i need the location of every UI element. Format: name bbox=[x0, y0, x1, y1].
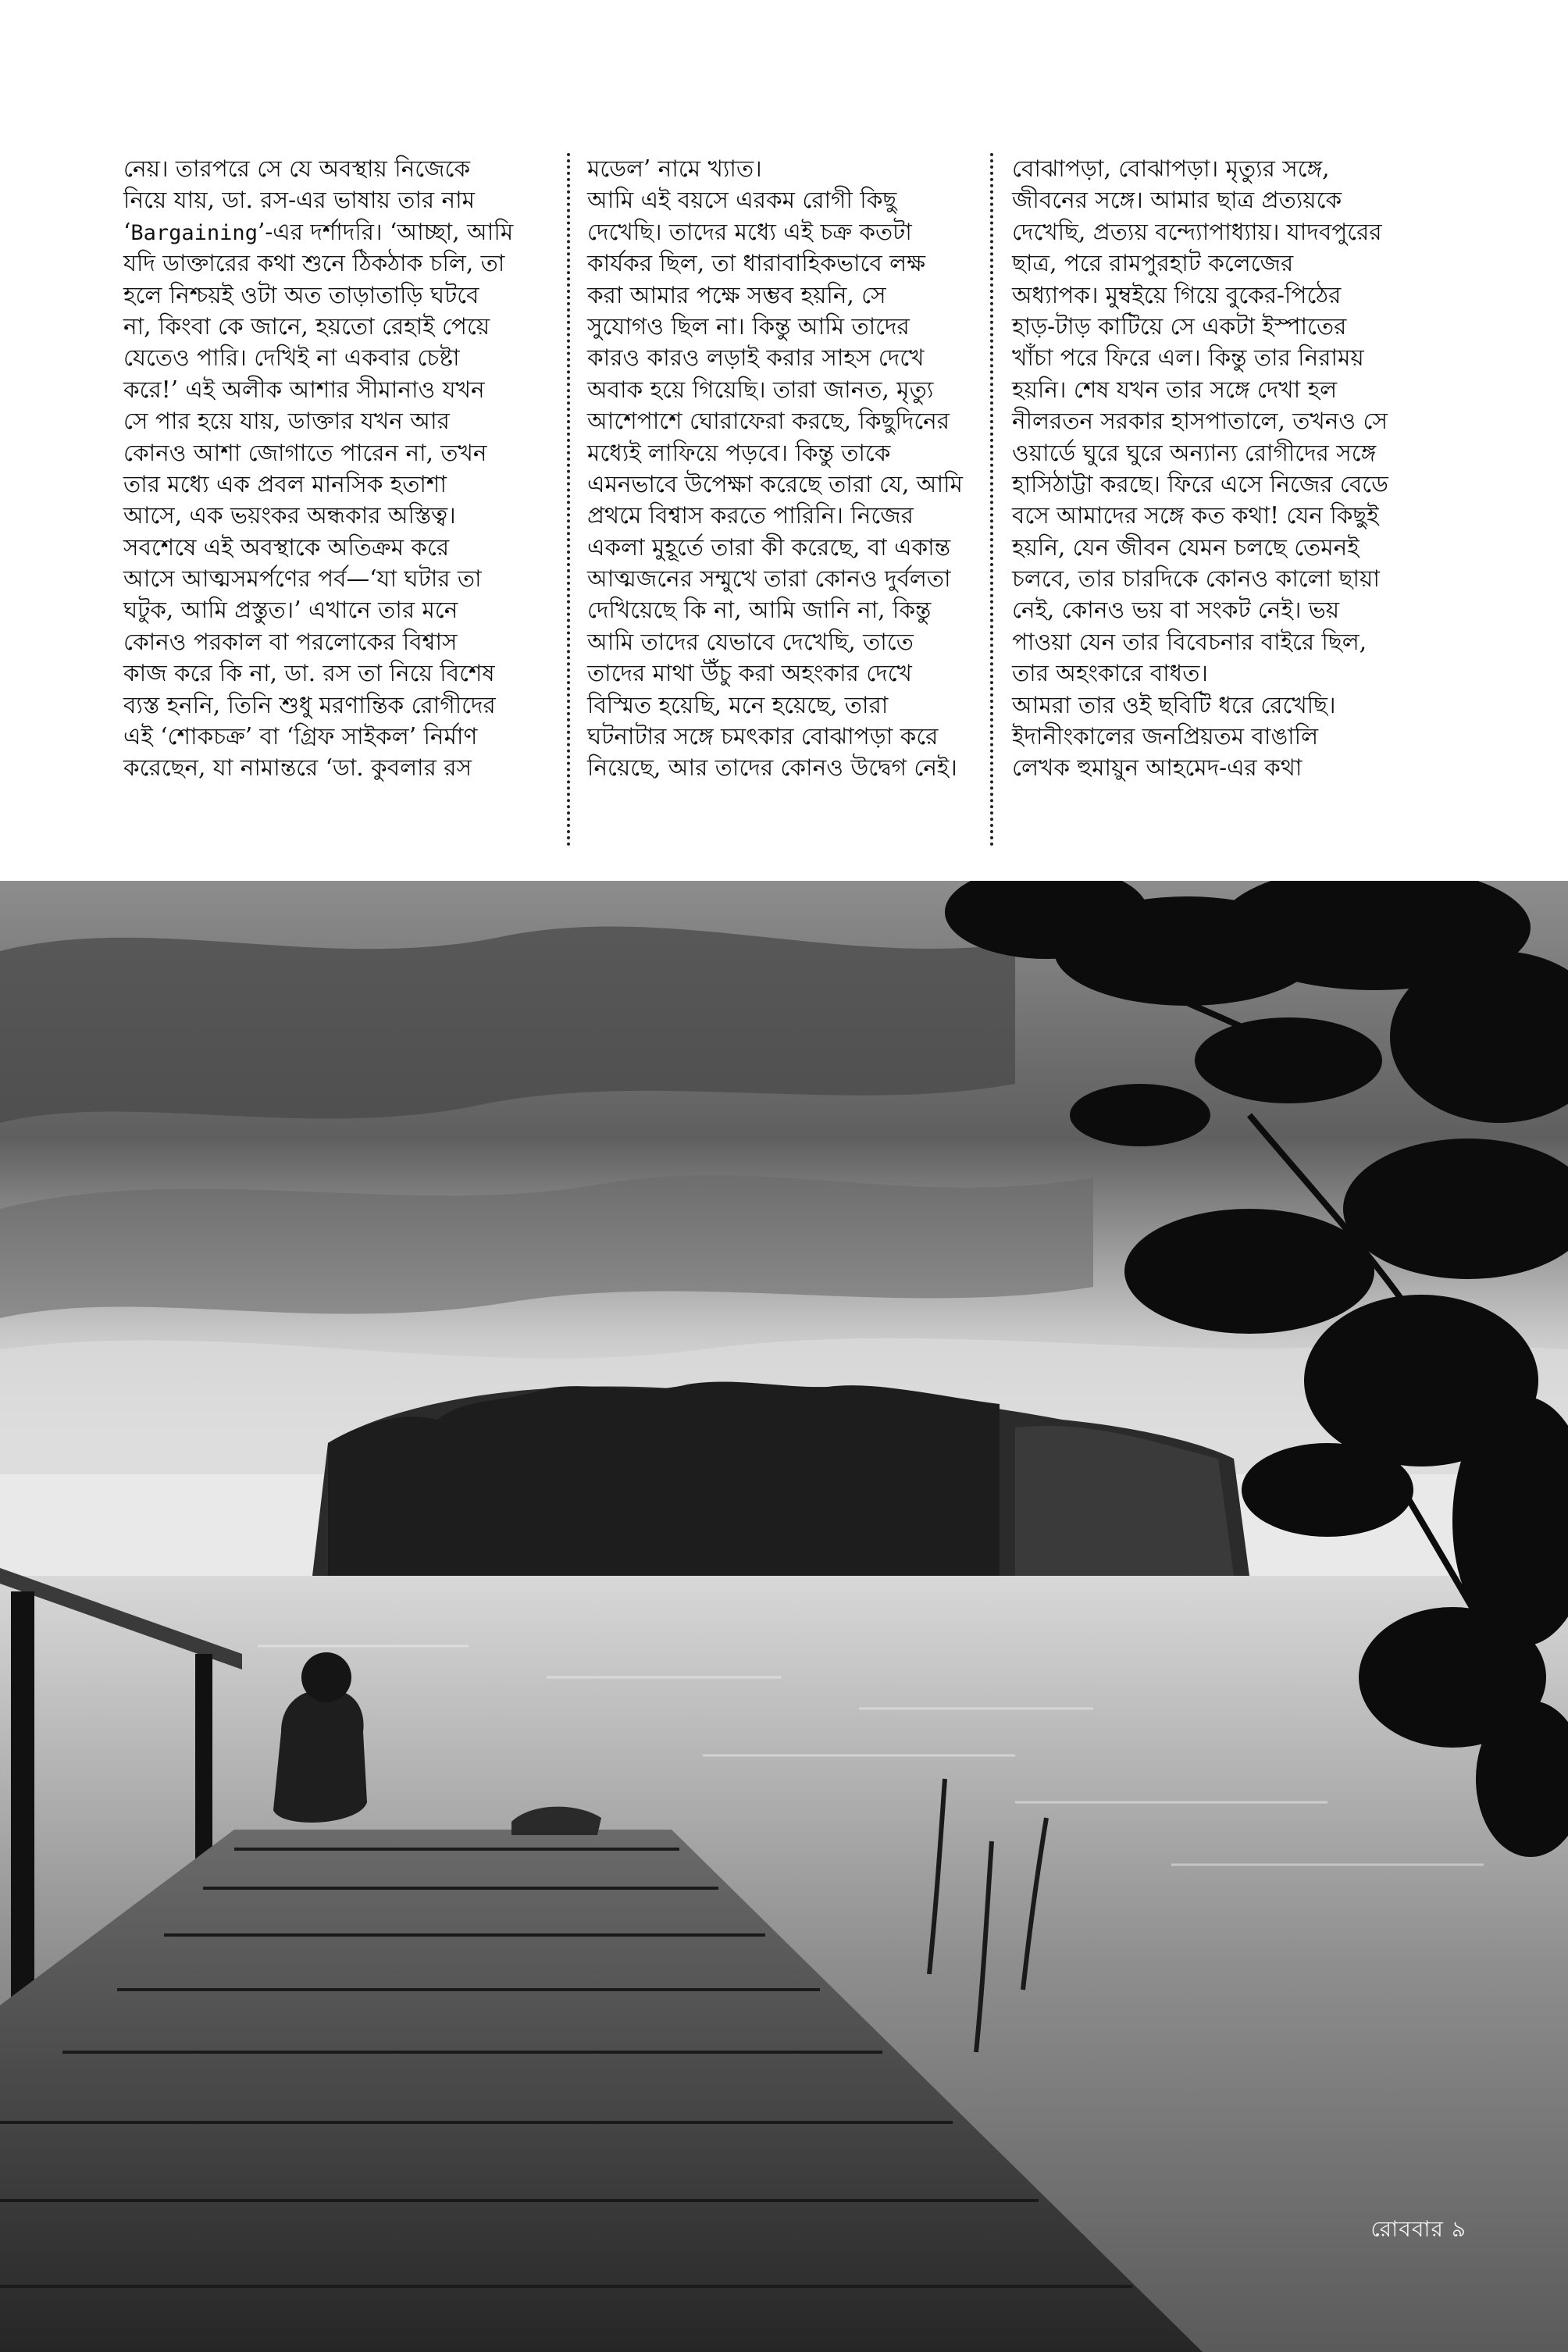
text-line: কাজ করে কি না, ডা. রস তা নিয়ে বিশেষ bbox=[123, 660, 495, 687]
text-line: দেখেছি, প্রত্যয় বন্দ্যোপাধ্যায়। যাদবপুরের bbox=[1012, 218, 1382, 245]
text-line: হয়নি, যেন জীবন যেমন চলছে তেমনই bbox=[1012, 533, 1360, 561]
text-line: সে পার হয়ে যায়, ডাক্তার যখন আর bbox=[123, 408, 450, 435]
text-line: এমনভাবে উপেক্ষা করেছে তারা যে, আমি bbox=[587, 470, 963, 497]
text-line: লেখক হুমায়ুন আহমেদ-এর কথা bbox=[1012, 754, 1303, 782]
text-line: ব্যস্ত হননি, তিনি শুধু মরণান্তিক রোগীদের bbox=[123, 691, 496, 718]
latin-term: Bargaining bbox=[130, 220, 258, 245]
text-line: ঘটুক, আমি প্রস্তুত।’ এখানে তার মনে bbox=[123, 597, 458, 624]
text-line: বোঝাপড়া, বোঝাপড়া। মৃত্যুর সঙ্গে, bbox=[1012, 155, 1330, 182]
text-line: কারও কারও লড়াই করার সাহস দেখে bbox=[587, 344, 925, 372]
text-line: হাসিঠাট্টা করছে। ফিরে এসে নিজের বেডে bbox=[1012, 470, 1388, 497]
text-line: করা আমার পক্ষে সম্ভব হয়নি, সে bbox=[587, 281, 886, 308]
text-line: না, কিংবা কে জানে, হয়তো রেহাই পেয়ে bbox=[123, 312, 490, 340]
text-line: প্রথমে বিশ্বাস করতে পারিনি। নিজের bbox=[587, 502, 914, 529]
text-line: ছাত্র, পরে রামপুরহাট কলেজের bbox=[1012, 250, 1294, 277]
text-line: ঘটনাটার সঙ্গে চমৎকার বোঝাপড়া করে bbox=[587, 723, 939, 750]
text-line: তার অহংকারে বাধত। bbox=[1012, 660, 1208, 687]
text-line: হাড়-টাড় কাটিয়ে সে একটা ইস্পাতের bbox=[1012, 312, 1347, 340]
text-line: কার্যকর ছিল, তা ধারাবাহিকভাবে লক্ষ bbox=[587, 250, 926, 277]
text-line: আত্মজনের সম্মুখে তারা কোনও দুর্বলতা bbox=[587, 565, 951, 593]
text-line: বিস্মিত হয়েছি, মনে হয়েছে, তারা bbox=[587, 691, 889, 718]
text-line: বসে আমাদের সঙ্গে কত কথা! যেন কিছুই bbox=[1012, 502, 1379, 529]
article-column-3 bbox=[1012, 153, 1418, 784]
text-line: জীবনের সঙ্গে। আমার ছাত্র প্রত্যয়কে bbox=[1012, 187, 1342, 214]
text-line: নিয়েছে, আর তাদের কোনও উদ্বেগ নেই। bbox=[587, 754, 957, 782]
text-segment: ’-এর দর্শাদরি। ‘আচ্ছা, আমি bbox=[257, 218, 514, 245]
text-line: চলবে, তার চারদিকে কোনও কালো ছায়া bbox=[1012, 565, 1380, 593]
text-line: মধ্যেই লাফিয়ে পড়বে। কিন্তু তাকে bbox=[587, 439, 891, 466]
text-line: করেছেন, যা নামান্তরে ‘ডা. কুবলার রস bbox=[123, 754, 472, 782]
text-line: খাঁচা পরে ফিরে এল। কিন্তু তার নিরাময় bbox=[1012, 344, 1364, 372]
text-line: মডেল’ নামে খ্যাত। bbox=[587, 155, 762, 182]
text-line: নেই, কোনও ভয় বা সংকট নেই। ভয় bbox=[1012, 597, 1340, 624]
article-column-2 bbox=[587, 153, 993, 784]
text-line: যদি ডাক্তারের কথা শুনে ঠিকঠাক চলি, তা bbox=[123, 250, 505, 277]
text-line: নীলরতন সরকার হাসপাতালে, তখনও সে bbox=[1012, 408, 1388, 435]
text-line: কোনও আশা জোগাতে পারেন না, তখন bbox=[123, 439, 487, 466]
text-line: হলে নিশ্চয়ই ওটা অত তাড়াতাড়ি ঘটবে bbox=[123, 281, 479, 308]
text-line: হয়নি। শেষ যখন তার সঙ্গে দেখা হল bbox=[1012, 376, 1338, 403]
page-folio: রোববার ৯ bbox=[1370, 2216, 1466, 2242]
text-line: আশেপাশে ঘোরাফেরা করছে, কিছুদিনের bbox=[587, 408, 950, 435]
text-line: তাদের মাথা উঁচু করা অহংকার দেখে bbox=[587, 660, 912, 687]
text-line: তার মধ্যে এক প্রবল মানসিক হতাশা bbox=[123, 470, 447, 497]
text-line: করে!’ এই অলীক আশার সীমানাও যখন bbox=[123, 376, 485, 403]
text-line: আমরা তার ওই ছবিটি ধরে রেখেছি। bbox=[1012, 691, 1336, 718]
text-line: ওয়ার্ডে ঘুরে ঘুরে অন্যান্য রোগীদের সঙ্গে bbox=[1012, 439, 1377, 466]
text-line: দেখিয়েছে কি না, আমি জানি না, কিন্তু bbox=[587, 597, 932, 624]
text-line: আমি এই বয়সে এরকম রোগী কিছু bbox=[587, 187, 897, 214]
text-line: দেখেছি। তাদের মধ্যে এই চক্র কতটা bbox=[587, 218, 912, 245]
text-line: সবশেষে এই অবস্থাকে অতিক্রম করে bbox=[123, 533, 450, 561]
column-rule-1 bbox=[567, 153, 570, 846]
text-line: একলা মুহূর্তে তারা কী করেছে, বা একান্ত bbox=[587, 533, 951, 561]
text-line: সুযোগও ছিল না। কিন্তু আমি তাদের bbox=[587, 312, 910, 340]
text-line: অবাক হয়ে গিয়েছি। তারা জানত, মৃত্যু bbox=[587, 376, 934, 403]
article-column-1 bbox=[123, 153, 529, 784]
text-line: নেয়। তারপরে সে যে অবস্থায় নিজেকে bbox=[123, 155, 471, 182]
lake-jetty-photo bbox=[0, 881, 1568, 2352]
text-line: অধ্যাপক। মুম্বইয়ে গিয়ে বুকের-পিঠের bbox=[1012, 281, 1342, 308]
text-line: আসে আত্মসমর্পণের পর্ব—‘যা ঘটার তা bbox=[123, 565, 482, 593]
text-line: আমি তাদের যেভাবে দেখেছি, তাতে bbox=[587, 628, 914, 655]
text-line: যেতেও পারি। দেখিই না একবার চেষ্টা bbox=[123, 344, 460, 372]
text-line: নিয়ে যায়, ডা. রস-এর ভাষায় তার নাম bbox=[123, 187, 476, 214]
text-line: আসে, এক ভয়ংকর অন্ধকার অস্তিত্ব। bbox=[123, 502, 456, 529]
text-line: পাওয়া যেন তার বিবেচনার বাইরে ছিল, bbox=[1012, 628, 1367, 655]
text-line: ইদানীংকালের জনপ্রিয়তম বাঙালি bbox=[1012, 723, 1319, 750]
column-rule-2 bbox=[990, 153, 993, 846]
text-line bbox=[123, 216, 529, 248]
text-line: এই ‘শোকচক্র’ বা ‘গ্রিফ সাইকল’ নির্মাণ bbox=[123, 723, 478, 750]
text-line: কোনও পরকাল বা পরলোকের বিশ্বাস bbox=[123, 628, 458, 655]
text-segment: ‘ bbox=[123, 218, 131, 245]
